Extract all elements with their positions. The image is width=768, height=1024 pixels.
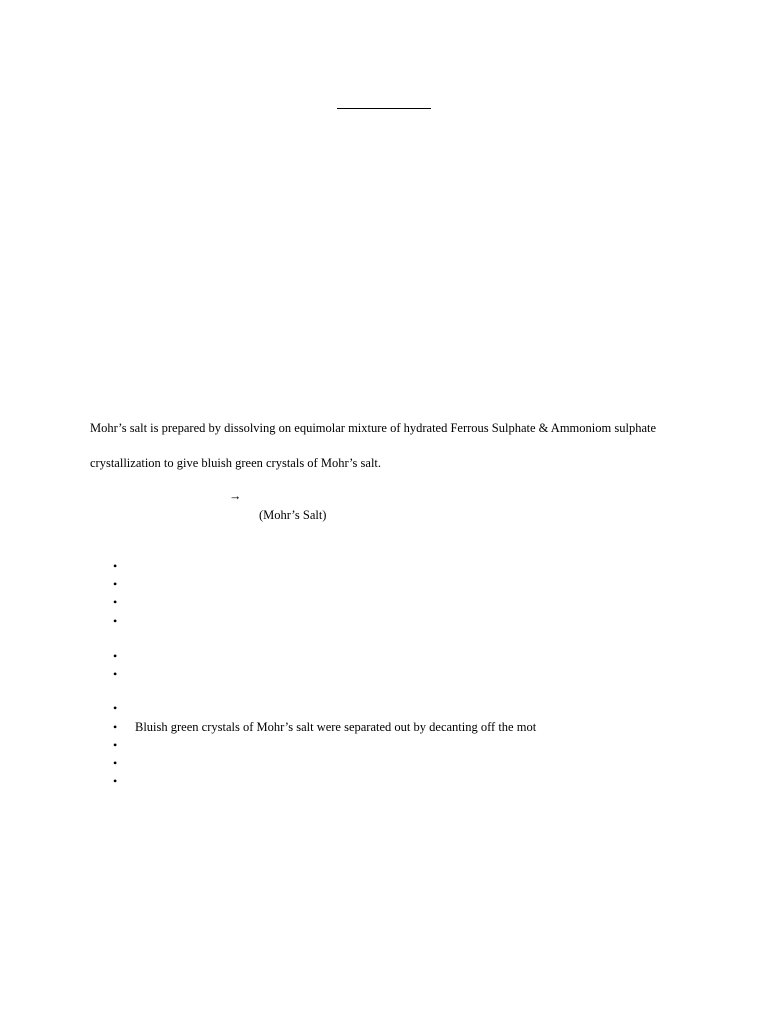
bullet-icon: • (113, 577, 118, 591)
bullet-icon: • (113, 756, 118, 770)
procedure-item (113, 737, 135, 753)
procedure-item (113, 613, 135, 629)
bullet-icon: • (113, 559, 118, 573)
procedure-item (113, 558, 135, 574)
procedure-item (113, 648, 135, 664)
procedure-item (113, 666, 135, 682)
reaction-arrow: → (229, 489, 242, 503)
bullet-icon: • (113, 614, 118, 628)
intro-paragraph-line-1: Mohr’s salt is prepared by dissolving on equimolar mixture of hydrated Ferrous Sulphate & Ammoniom sulphate (90, 421, 657, 435)
procedure-item (113, 755, 135, 771)
procedure-item (113, 576, 135, 592)
procedure-item (113, 700, 135, 716)
procedure-item (113, 719, 536, 735)
procedure-item (113, 773, 135, 789)
bullet-icon: • (113, 701, 118, 715)
bullet-icon: • (113, 720, 118, 734)
intro-paragraph-line-2: crystallization to give bluish green crystals of Mohr’s salt. (90, 456, 382, 470)
procedure-item-text: Bluish green crystals of Mohr’s salt were separated out by decanting off the mot (135, 720, 537, 734)
bullet-icon: • (113, 649, 118, 663)
bullet-icon: • (113, 595, 118, 609)
bullet-icon: • (113, 667, 118, 681)
bullet-icon: • (113, 738, 118, 752)
procedure-item (113, 594, 135, 610)
product-label: (Mohr’s Salt) (259, 508, 327, 522)
title-underline (337, 108, 431, 109)
bullet-icon: • (113, 774, 118, 788)
